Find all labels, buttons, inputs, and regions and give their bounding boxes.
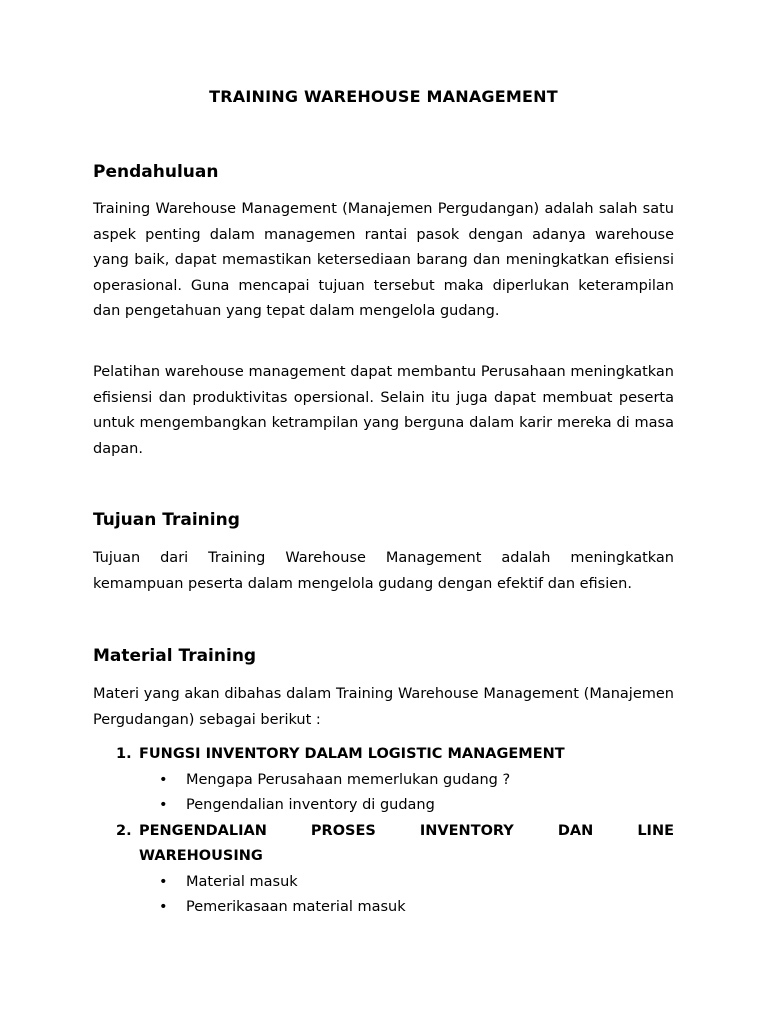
sublist-item: [139, 870, 674, 896]
sublist-item-text: Pengendalian inventory di gudang: [186, 797, 435, 813]
paragraph-pendahuluan-2: Pelatihan warehouse management dapat membantu Perusahaan meningkatkan efisiensi dan produktivitas opersional. Selain itu juga dapat membuat peserta untuk mengembangkan ketrampilan yang berguna dalam karir mereka di masa dapan.: [93, 364, 674, 457]
list-number: 1.: [116, 746, 132, 762]
list-item-title-line: WAREHOUSING: [139, 848, 263, 864]
document-title: TRAINING WAREHOUSE MANAGEMENT: [209, 87, 558, 106]
sublist-item: [139, 768, 674, 794]
bullet-icon: •: [159, 873, 168, 890]
sublist: [139, 870, 674, 921]
heading-pendahuluan: Pendahuluan: [93, 162, 219, 182]
bullet-icon: •: [159, 797, 168, 813]
bullet-icon: •: [159, 771, 168, 788]
bullet-icon: •: [159, 899, 168, 915]
sublist: [139, 768, 674, 819]
paragraph-tujuan-training: Tujuan dari Training Warehouse Management adalah meningkatkan kemampuan peserta dalam mengelola gudang dengan efektif dan efisien.: [93, 550, 674, 592]
list-item-title: FUNGSI INVENTORY DALAM LOGISTIC MANAGEMENT: [139, 746, 565, 762]
list-item: [93, 819, 674, 921]
heading-material-training: Material Training: [93, 646, 257, 666]
list-item-title-line: PENGENDALIAN PROSES INVENTORY DAN LINE: [139, 822, 674, 839]
sublist-item: [139, 895, 674, 921]
sublist-item-text: Material masuk: [186, 873, 298, 890]
paragraph-material-training: Materi yang akan dibahas dalam Training Warehouse Management (Manajemen Pergudangan) sebagai berikut :: [93, 686, 674, 728]
sublist-item-text: Pemerikasaan material masuk: [186, 899, 406, 915]
list-item: [93, 742, 674, 819]
sublist-item: [139, 793, 674, 819]
heading-tujuan-training: Tujuan Training: [93, 510, 240, 530]
paragraph-pendahuluan-1: Training Warehouse Management (Manajemen Pergudangan) adalah salah satu aspek penting dalam managemen rantai pasok dengan adanya warehouse yang baik, dapat memastikan ketersediaan barang dan meningkatkan efisiensi operasional. Guna mencapai tujuan tersebut maka diperlukan keterampilan dan pengetahuan yang tepat dalam mengelola gudang.: [93, 201, 674, 319]
list-number: 2.: [116, 822, 132, 839]
list-item-title: [139, 819, 674, 870]
material-list: [93, 742, 674, 921]
sublist-item-text: Mengapa Perusahaan memerlukan gudang ?: [186, 771, 511, 788]
document-page: [93, 0, 674, 1024]
